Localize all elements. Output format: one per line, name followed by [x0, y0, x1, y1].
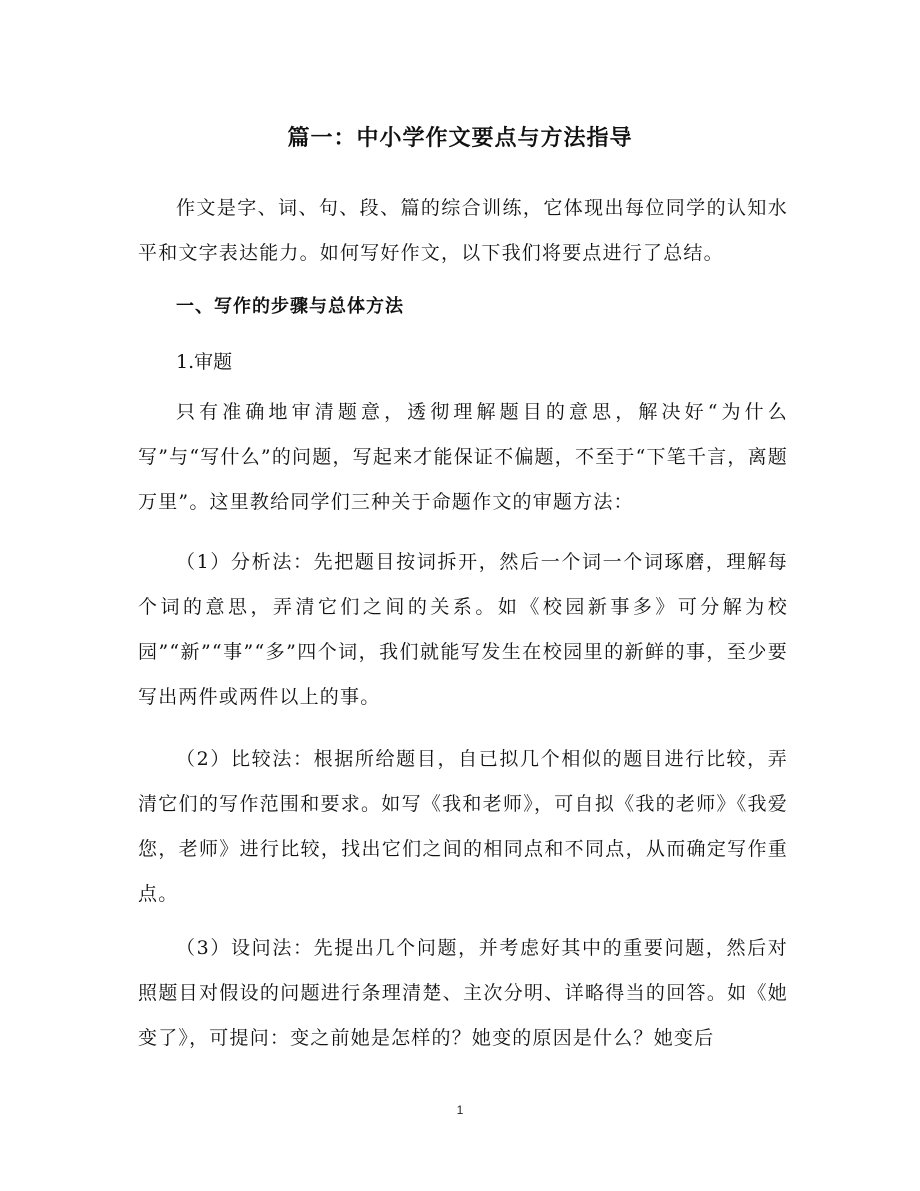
- method1-paragraph: （1）分析法：先把题目按词拆开，然后一个词一个词琢磨，理解每个词的意思，弄清它们之间的关系。如《校园新事多》可分解为校园”“新”“事”“多”四个词，我们就能写发生在校园里的新鲜的事，至少要写出两件或两件以上的事。: [138, 551, 788, 708]
- step-label: 1.审题: [176, 351, 233, 373]
- method3-paragraph: （3）设问法：先提出几个问题，并考虑好其中的重要问题，然后对照题目对假设的问题进行条理清楚、主次分明、详略得当的回答。如《她变了》，可提问：变之前她是怎样的？她变的原因是什么？她变后: [138, 937, 788, 1049]
- section-heading: 一、写作的步骤与总体方法: [176, 296, 404, 317]
- document-title: 篇一：中小学作文要点与方法指导: [287, 125, 633, 151]
- page-number: 1: [456, 1103, 464, 1117]
- step1-paragraph: 只有准确地审清题意，透彻理解题目的意思，解决好“为什么写”与“写什么”的问题，写起来才能保证不偏题，不至于“下笔千言，离题万里”。这里教给同学们三种关于命题作文的审题方法：: [138, 401, 788, 513]
- intro-paragraph: 作文是字、词、句、段、篇的综合训练，它体现出每位同学的认知水平和文字表达能力。如何写好作文，以下我们将要点进行了总结。: [138, 197, 788, 264]
- method2-paragraph: （2）比较法：根据所给题目，自已拟几个相似的题目进行比较，弄清它们的写作范围和要求。如写《我和老师》，可自拟《我的老师》《我爱您，老师》进行比较，找出它们之间的相同点和不同点，从而确定写作重点。: [138, 748, 788, 905]
